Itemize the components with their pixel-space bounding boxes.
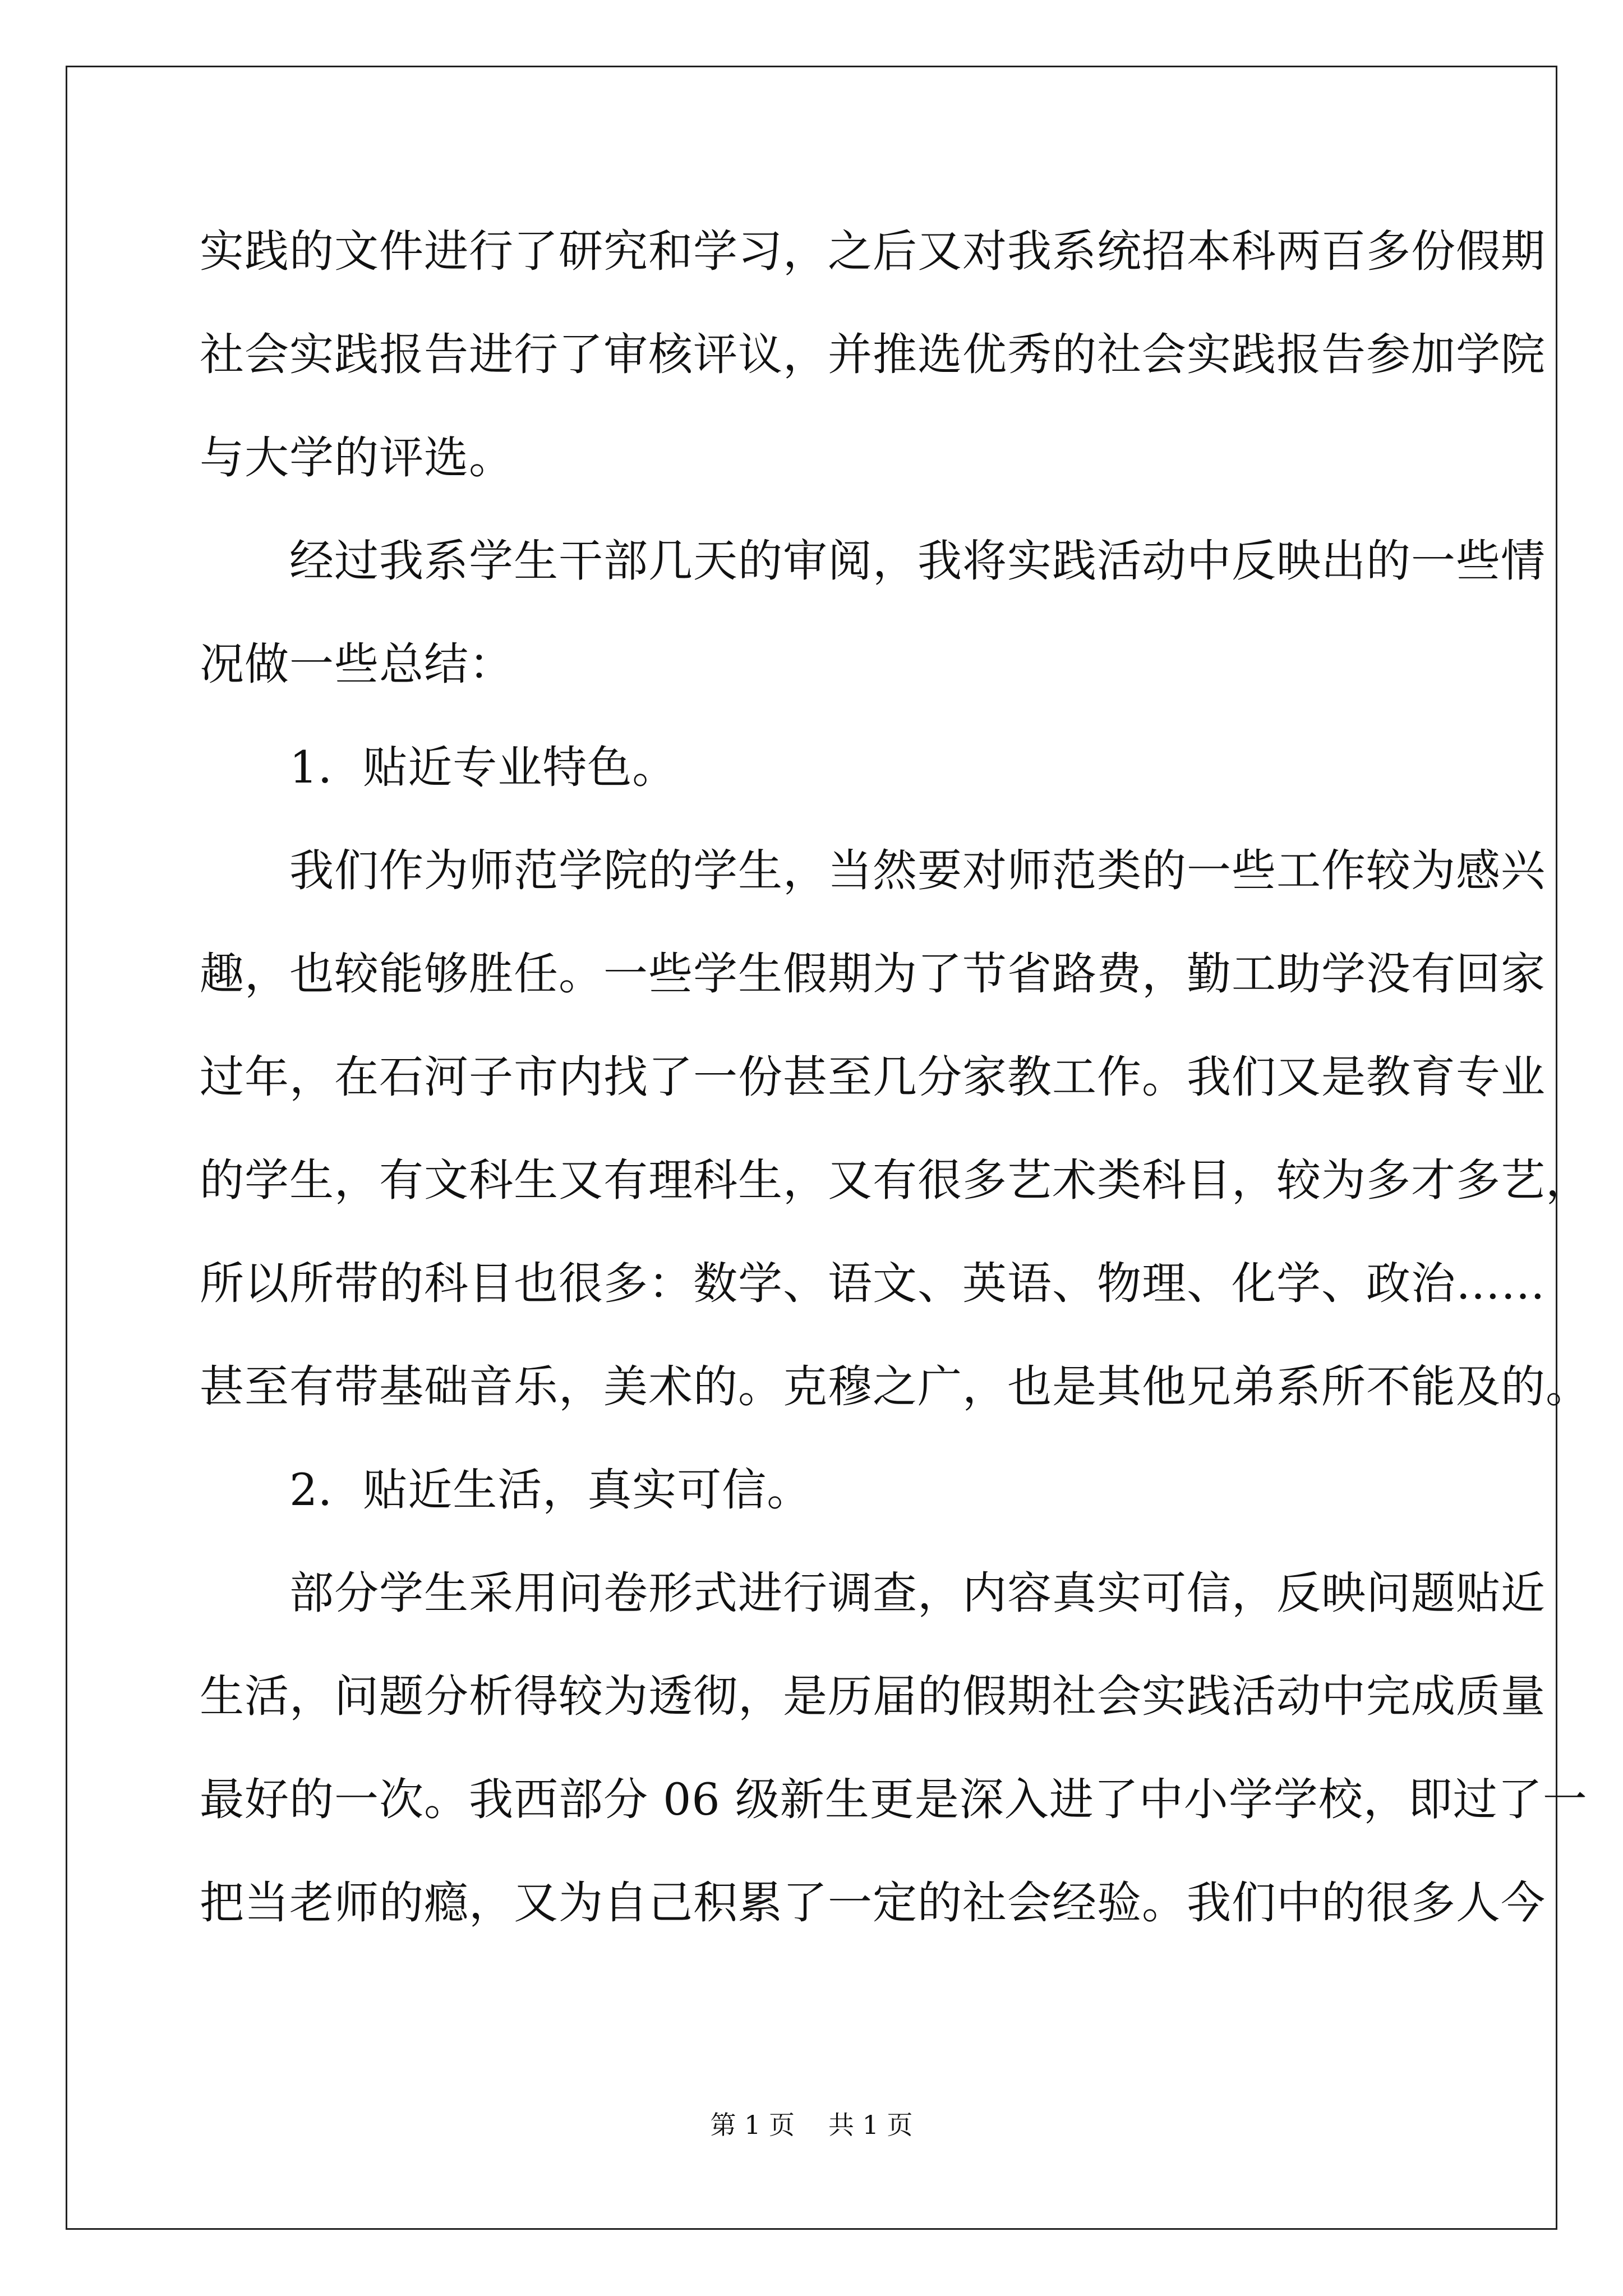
text-line: 生活，问题分析得较为透彻，是历届的假期社会实践活动中完成质量	[200, 1671, 1546, 1722]
paragraph-start: 部分学生采用问卷形式进行调查，内容真实可信，反映问题贴近	[200, 1567, 1546, 1619]
section-heading: 1．贴近专业特色。	[200, 742, 677, 793]
page-number-current: 第 1 页	[710, 2110, 795, 2140]
paragraph-start: 经过我系学生干部几天的审阅，我将实践活动中反映出的一些情	[200, 535, 1546, 587]
text-line: 最好的一次。我西部分 06 级新生更是深入进了中小学学校，即过了一	[200, 1774, 1588, 1825]
page-number-total: 共 1 页	[828, 2110, 913, 2140]
page-footer	[0, 2108, 1623, 2142]
text-line: 趣，也较能够胜任。一些学生假期为了节省路费，勤工助学没有回家	[200, 948, 1546, 1000]
text-line: 把当老师的瘾，又为自己积累了一定的社会经验。我们中的很多人今	[200, 1877, 1546, 1929]
text-line: 所以所带的科目也很多：数学、语文、英语、物理、化学、政治……	[200, 1258, 1546, 1309]
text-line: 的学生，有文科生又有理科生，又有很多艺术类科目，较为多才多艺，	[200, 1154, 1590, 1206]
text-line: 甚至有带基础音乐，美术的。克穆之广，也是其他兄弟系所不能及的。	[200, 1361, 1590, 1412]
text-line: 与大学的评选。	[200, 432, 514, 484]
text-line: 实践的文件进行了研究和学习，之后又对我系统招本科两百多份假期	[200, 226, 1546, 277]
section-heading: 2．贴近生活，真实可信。	[200, 1464, 812, 1516]
text-line: 社会实践报告进行了审核评议，并推选优秀的社会实践报告参加学院	[200, 329, 1546, 380]
text-line: 况做一些总结：	[200, 638, 514, 690]
text-line: 过年，在石河子市内找了一份甚至几分家教工作。我们又是教育专业	[200, 1051, 1546, 1103]
paragraph-start: 我们作为师范学院的学生，当然要对师范类的一些工作较为感兴	[200, 845, 1546, 896]
